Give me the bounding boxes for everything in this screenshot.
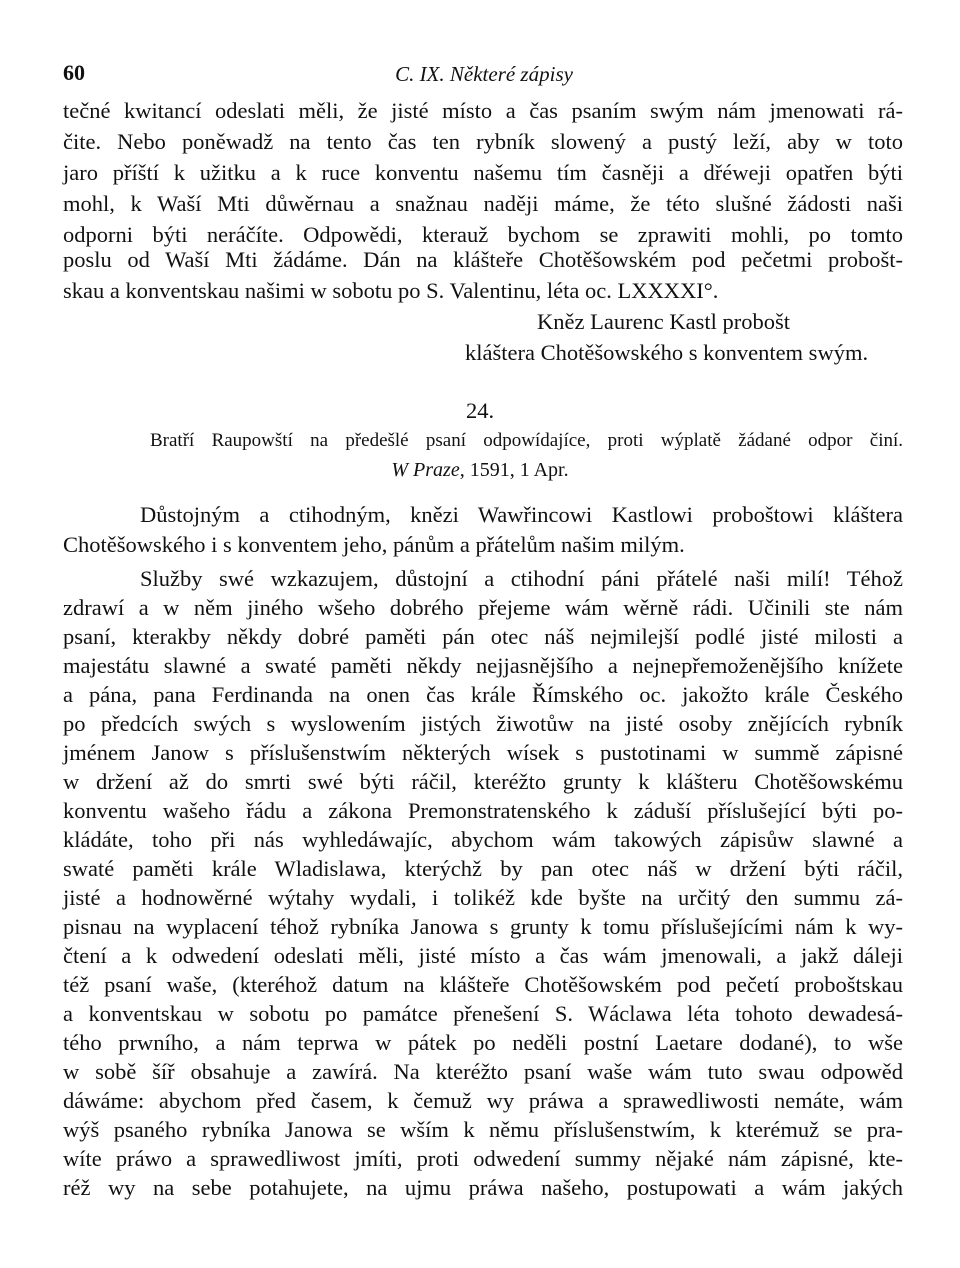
text-line: jménem Janow s příslušenstwím některých wísek s pustotinami w summě zápisné [63, 740, 903, 765]
signature-line: Kněz Laurenc Kastl probošt [537, 309, 791, 334]
running-head: C. IX. Některé zápisy [395, 62, 573, 86]
text-line: pisnau na wyplacení téhož rybníka Janowa s grunty k tomu příslušejícími nám k wy- [63, 914, 903, 939]
text-line: w držení až do smrti swé býti ráčil, kteréžto grunty k klášteru Chotěšowskému [63, 769, 903, 794]
signature-line: kláštera Chotěšowského s konventem swým. [465, 340, 869, 365]
text-line: zdrawí a w něm jiného wšeho dobrého přejeme wám wěrně rádi. Učinili ste nám [63, 595, 903, 620]
text-line: odporni býti neráčíte. Odpowědi, kterauž bychom se zprawiti mohli, po tomto [63, 222, 903, 247]
place: W Praze, [391, 459, 465, 481]
text-line: jisté a hodnowěrné wýtahy wydali, i tolikéž kde byšte na určitý den summu zá- [63, 885, 903, 910]
text-line: dáwáme: abychom před časem, k čemuž wy práwa a sprawedliwosti nemáte, wám [63, 1088, 903, 1113]
text-line: mohl, k Waší Mti důwěrnau a snažnau naději máme, že této slušné žádosti naši [63, 191, 903, 216]
text-line: skau a konventskau našimi w sobotu po S. Valentinu, léta oc. LXXXXI°. [63, 278, 719, 303]
text-line: a pána, pana Ferdinanda na onen čas krále Římského oc. jakožto krále Českého [63, 682, 903, 707]
text-line: wíte práwo a sprawedliwost jmíti, proti odwedení summy nějaké nám zápisné, kte- [63, 1146, 903, 1171]
text-line: tečné kwitancí odeslati měli, že jisté místo a čas psaním swým nám jmenowati rá- [63, 98, 903, 123]
text-line: jaro příští k užitku a k ruce konventu našemu tím časněji a dřéweji opatřen býti [63, 160, 903, 185]
text-line: w sobě šíř obsahuje a zawírá. Na kteréžto psaní waše wám tuto swau odpowěd [63, 1059, 903, 1084]
address-line: Důstojným a ctihodným, knězi Wawřincowi Kastlowi proboštowi kláštera [140, 502, 903, 527]
address-line: Chotěšowského i s konventem jeho, pánům a přátelům našim milým. [63, 532, 685, 557]
text-line: a konventskau w sobotu po památce přenešení S. Wáclawa léta tohoto dewadesá- [63, 1001, 903, 1026]
text-line: po předcích swých s wyslowením jistých žiwotůw na jisté osoby znějících rybník [63, 711, 903, 736]
text-line: čite. Nebo poněwadž na tento čas ten rybník slowený a pustý leží, aby w toto [63, 129, 903, 154]
date: 1591, 1 Apr. [469, 459, 569, 481]
document-number: 24. [465, 398, 495, 423]
text-line: wýš psaného rybníka Janowa se wším k němu příslušenstwím, k kterémuž se pra- [63, 1117, 903, 1142]
place-date [0, 459, 960, 482]
page-header [63, 60, 905, 90]
text-line: Služby swé wzkazujem, důstojní a ctihodní páni přátelé naši milí! Téhož [140, 566, 903, 591]
text-line: réž wy na sebe potahujete, na ujmu práwa našeho, postupowati a wám jakých [63, 1175, 903, 1200]
page-number: 60 [63, 60, 85, 85]
text-line: swaté paměti krále Wladislawa, kterýchž by pan otec náš w držení býti ráčil, [63, 856, 903, 881]
text-line: kládáte, toho při nás wyhledáwajíc, abychom wám takowých zápisůw slawné a [63, 827, 903, 852]
document-regest: Bratří Raupowští na předešlé psaní odpowídajíce, proti wýplatě žádané odpor činí. [150, 430, 903, 451]
text-line: čtení a k odwedení odeslati měli, jisté místo a čas wám jmenowali, a jakž dáleji [63, 943, 903, 968]
text-line: psaní, kterakby někdy dobré paměti pán otec náš nejmilejší podlé jisté milosti a [63, 624, 903, 649]
text-line: tého prwního, a nám teprwa w pátek po neděli postní Laetare dodané), to wše [63, 1030, 903, 1055]
text-line: konventu wašeho řádu a zákona Premonstratenského k záduší příslušející býti po- [63, 798, 903, 823]
text-line: poslu od Waší Mti žádáme. Dán na klášteře Chotěšowském pod pečetmi probošt- [63, 247, 903, 272]
text-line: též psaní waše, (kteréhož datum na klášteře Chotěšowském pod pečetí proboštskau [63, 972, 903, 997]
text-line: majestátu slawné a swaté paměti někdy nejjasnějšího a nejnepřemoženějšího knížete [63, 653, 903, 678]
